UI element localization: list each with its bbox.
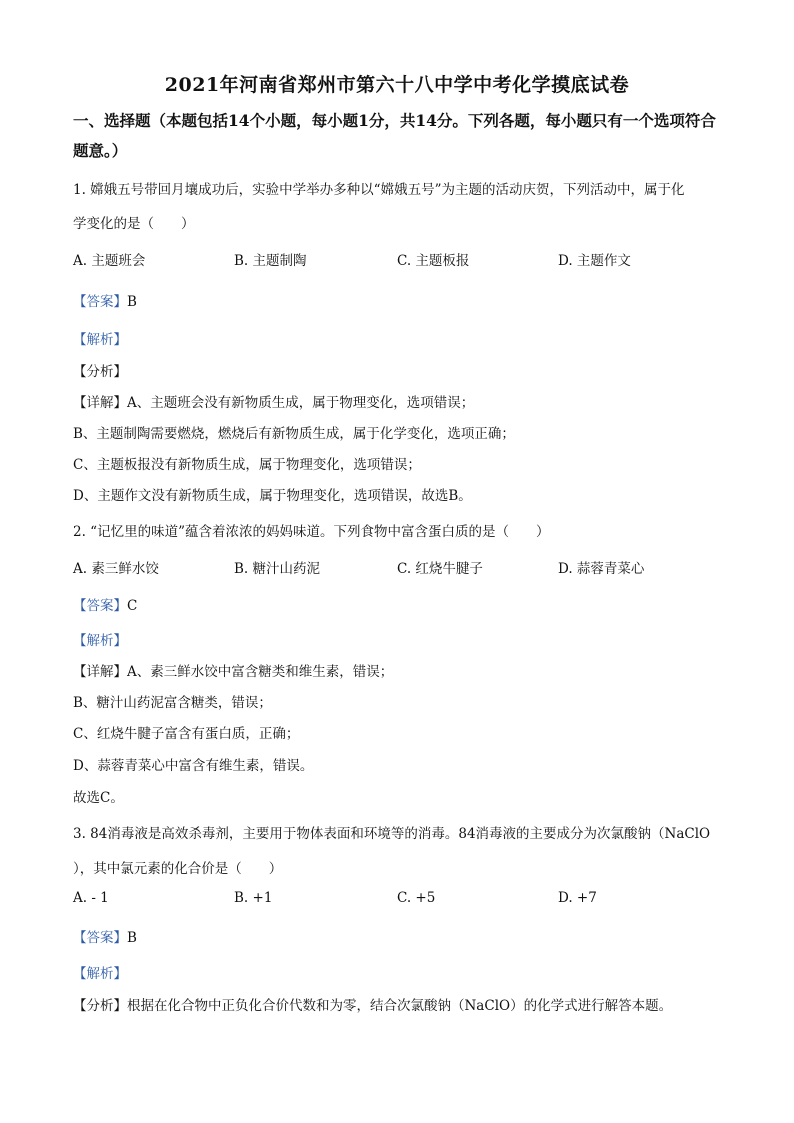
q3-option-c: C. +5 xyxy=(397,890,436,906)
q2-stem: 2. “记忆里的味道”蕴含着浓浓的妈妈味道。下列食物中富含蛋白质的是（ ） xyxy=(73,524,550,540)
q2-detail-text-1: A、素三鲜水饺中富含糖类和维生素，错误； xyxy=(127,664,394,680)
q1-stem-line-1: 1. 嫦娥五号带回月壤成功后，实验中学举办多种以“嫦娥五号”为主题的活动庆贺，下列活动中，属于化 xyxy=(73,182,685,198)
q1-option-a: A. 主题班会 xyxy=(73,253,146,269)
q2-answer-tag: 【答案】 xyxy=(73,598,127,614)
q2-answer-value: C xyxy=(127,598,138,614)
q3-option-b: B. +1 xyxy=(234,890,273,906)
q2-answer xyxy=(73,594,137,614)
q3-option-a: A. - 1 xyxy=(73,890,109,906)
q1-detail-line-1 xyxy=(73,391,474,411)
q1-detail-text-1: A、主题班会没有新物质生成，属于物理变化，选项错误； xyxy=(127,395,475,411)
q3-option-d: D. +7 xyxy=(558,890,597,906)
q1-answer xyxy=(73,290,137,310)
q1-detail-line-2: B、主题制陶需要燃烧，燃烧后有新物质生成，属于化学变化，选项正确； xyxy=(73,426,515,442)
q1-answer-value: B xyxy=(127,294,137,310)
q1-stem-line-2: 学变化的是（ ） xyxy=(73,216,195,232)
q2-detail-line-4: D、蒜蓉青菜心中富含有维生素，错误。 xyxy=(73,758,314,774)
document-title: 2021年河南省郑州市第六十八中学中考化学摸底试卷 xyxy=(164,74,630,96)
q2-option-b: B. 糖汁山药泥 xyxy=(234,561,321,577)
q1-option-c: C. 主题板报 xyxy=(397,253,470,269)
q3-answer-tag: 【答案】 xyxy=(73,930,127,946)
section-heading: 一、选择题（本题包括14个小题，每小题1分，共14分。下列各题，每小题只有一个选项符合题意。） xyxy=(73,111,716,160)
q1-analysis-tag: 【解析】 xyxy=(73,332,127,348)
q2-option-d: D. 蒜蓉青菜心 xyxy=(558,561,645,577)
q3-answer xyxy=(73,926,137,946)
q1-answer-tag: 【答案】 xyxy=(73,294,127,310)
q1-detail-line-4: D、主题作文没有新物质生成，属于物理变化，选项错误，故选B。 xyxy=(73,488,472,504)
q2-detail-line-2: B、糖汁山药泥富含糖类，错误； xyxy=(73,695,272,711)
q2-option-a: A. 素三鲜水饺 xyxy=(73,561,159,577)
q1-fenxi-tag: 【分析】 xyxy=(73,364,127,380)
q3-stem-line-1: 3. 84消毒液是高效杀毒剂，主要用于物体表面和环境等的消毒。84消毒液的主要成分为次氯酸钠（NaClO xyxy=(73,826,711,842)
q2-option-c: C. 红烧牛腱子 xyxy=(397,561,483,577)
q2-conclusion: 故选C。 xyxy=(73,790,124,806)
q2-analysis-tag: 【解析】 xyxy=(73,633,127,649)
q3-fenxi-line xyxy=(73,994,672,1014)
q1-option-b: B. 主题制陶 xyxy=(234,253,307,269)
q3-fenxi-tag: 【分析】 xyxy=(73,998,127,1014)
q3-stem-line-2: ），其中氯元素的化合价是（ ） xyxy=(73,861,283,877)
q2-detail-line-3: C、红烧牛腱子富含有蛋白质，正确； xyxy=(73,726,300,742)
q2-detail-line-1 xyxy=(73,660,393,680)
q3-answer-value: B xyxy=(127,930,137,946)
q3-fenxi-text: 根据在化合物中正负化合价代数和为零，结合次氯酸钠（NaClO）的化学式进行解答本题。 xyxy=(127,998,673,1014)
q1-option-d: D. 主题作文 xyxy=(558,253,631,269)
q3-analysis-tag: 【解析】 xyxy=(73,966,127,982)
q1-detail-tag: 【详解】 xyxy=(73,395,127,411)
q2-detail-tag: 【详解】 xyxy=(73,664,127,680)
q1-detail-line-3: C、主题板报没有新物质生成，属于物理变化，选项错误； xyxy=(73,457,421,473)
